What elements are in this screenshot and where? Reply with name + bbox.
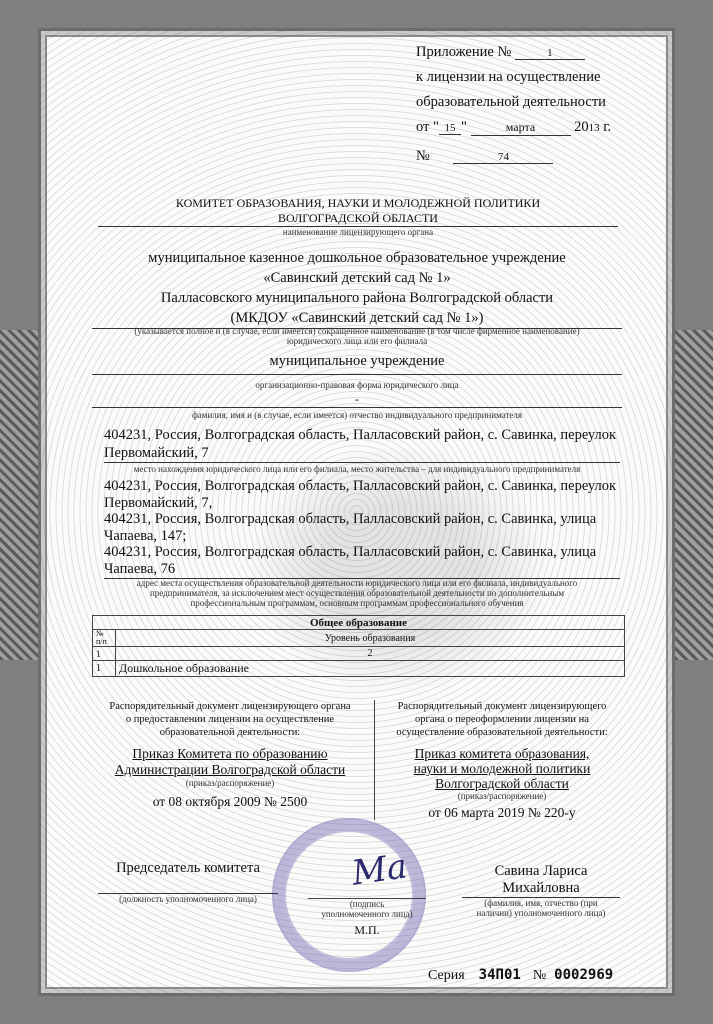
education-col-number: № п/п bbox=[93, 630, 116, 647]
legal-address: 404231, Россия, Волгоградская область, Палласовский район, с. Савинка, переулок Первомайский, 7 bbox=[104, 426, 620, 463]
mp-mark: М.П. bbox=[354, 923, 380, 937]
education-row-number: 1 bbox=[93, 661, 116, 677]
organization-name: муниципальное казенное дошкольное образовательное учреждение «Савинский детский сад № 1» Палласовского муниципального района Волгоградской области (МКДОУ «Савинский детский сад № 1») bbox=[92, 248, 622, 329]
activity-addresses: 404231, Россия, Волгоградская область, Палласовский район, с. Савинка, переулок Первомайский, 7, 404231, Россия, Волгоградская область, Палласовский район, с. Савинка, улица Чапаева, 147; 404231, Россия, Волгоградская область, Палласовский район, с. Савинка, улица Чапаева, 76 bbox=[104, 478, 620, 579]
appendix-line3: образовательной деятельности bbox=[416, 94, 606, 110]
date-year: 13 bbox=[588, 122, 600, 134]
entrepreneur-caption: фамилия, имя и (в случае, если имеется) отчество индивидуального предпринимателя bbox=[191, 410, 523, 420]
official-seal bbox=[272, 818, 426, 972]
education-index-1: 1 bbox=[93, 647, 116, 661]
appendix-label: Приложение № 1 bbox=[416, 44, 585, 61]
legal-form-caption: организационно-правовая форма юридического лица bbox=[255, 380, 459, 390]
signature-caption: (подпись уполномоченного лица) М.П. bbox=[308, 898, 426, 938]
legal-address-caption: место нахождения юридического лица или его филиала, место жительства – для индивидуального предпринимателя bbox=[133, 464, 581, 474]
entrepreneur-name: - bbox=[92, 392, 622, 408]
series-number: 0002969 bbox=[554, 967, 614, 983]
signer-name: Савина Лариса Михайловна (фамилия, имя, отчество (при наличии) уполномоченного лица) bbox=[462, 863, 620, 918]
education-index-2: 2 bbox=[116, 647, 625, 661]
organization-caption: (указывается полное и (в случае, если имеется) сокращенное наименование (в том числе фирменное наименование) юридического лица или его филиала bbox=[134, 326, 580, 346]
right-document: Распорядительный документ лицензирующего органа о переоформлении лицензии на осуществление образовательной деятельности: Приказ комитета образования, науки и молодежной политики Волгоградской области (приказ/распоряжение) от 06 марта 2019 № 220-у bbox=[396, 701, 608, 820]
education-row-level: Дошкольное образование bbox=[116, 661, 625, 677]
right-ornament bbox=[675, 330, 713, 660]
signer-position: Председатель комитета (должность уполномоченного лица) bbox=[98, 860, 278, 904]
activity-addresses-caption: адрес места осуществления образовательной деятельности юридического лица или его филиала, индивидуального предпринимателя, за исключением мест осуществления образовательной деятельности по дополнительным профессиональным программам, основным программам профессионального обучения bbox=[136, 578, 578, 608]
education-table-title: Общее образование bbox=[93, 616, 625, 630]
education-table bbox=[92, 615, 625, 677]
legal-form: муниципальное учреждение bbox=[92, 353, 622, 375]
appendix-line2: к лицензии на осуществление bbox=[416, 69, 601, 85]
left-ornament bbox=[0, 330, 38, 660]
appendix-number: 1 bbox=[515, 47, 585, 60]
form-series: Серия 34П01 № 0002969 bbox=[428, 967, 614, 983]
left-document: Распорядительный документ лицензирующего органа о предоставлении лицензии на осуществление образовательной деятельности: Приказ Комитета по образованию Администрации Волгоградской области (приказ/распоряжение) от 08 октября 2009 № 2500 bbox=[109, 701, 351, 809]
documents-divider bbox=[374, 700, 375, 820]
date-day: 15 bbox=[439, 122, 461, 135]
authority-name: КОМИТЕТ ОБРАЗОВАНИЯ, НАУКИ И МОЛОДЕЖНОЙ ПОЛИТИКИ ВОЛГОГРАДСКОЙ ОБЛАСТИ наименование лицензирующего органа bbox=[98, 196, 618, 237]
handwritten-signature: Ма bbox=[349, 846, 410, 894]
license-number: 74 bbox=[453, 151, 553, 164]
date-month: марта bbox=[471, 120, 571, 136]
education-col-level: Уровень образования bbox=[116, 630, 625, 647]
appendix-date: от " 15 " марта 2013 г. bbox=[416, 119, 612, 135]
appendix-number-line: № 74 bbox=[416, 148, 553, 165]
series-code: 34П01 bbox=[478, 967, 521, 983]
